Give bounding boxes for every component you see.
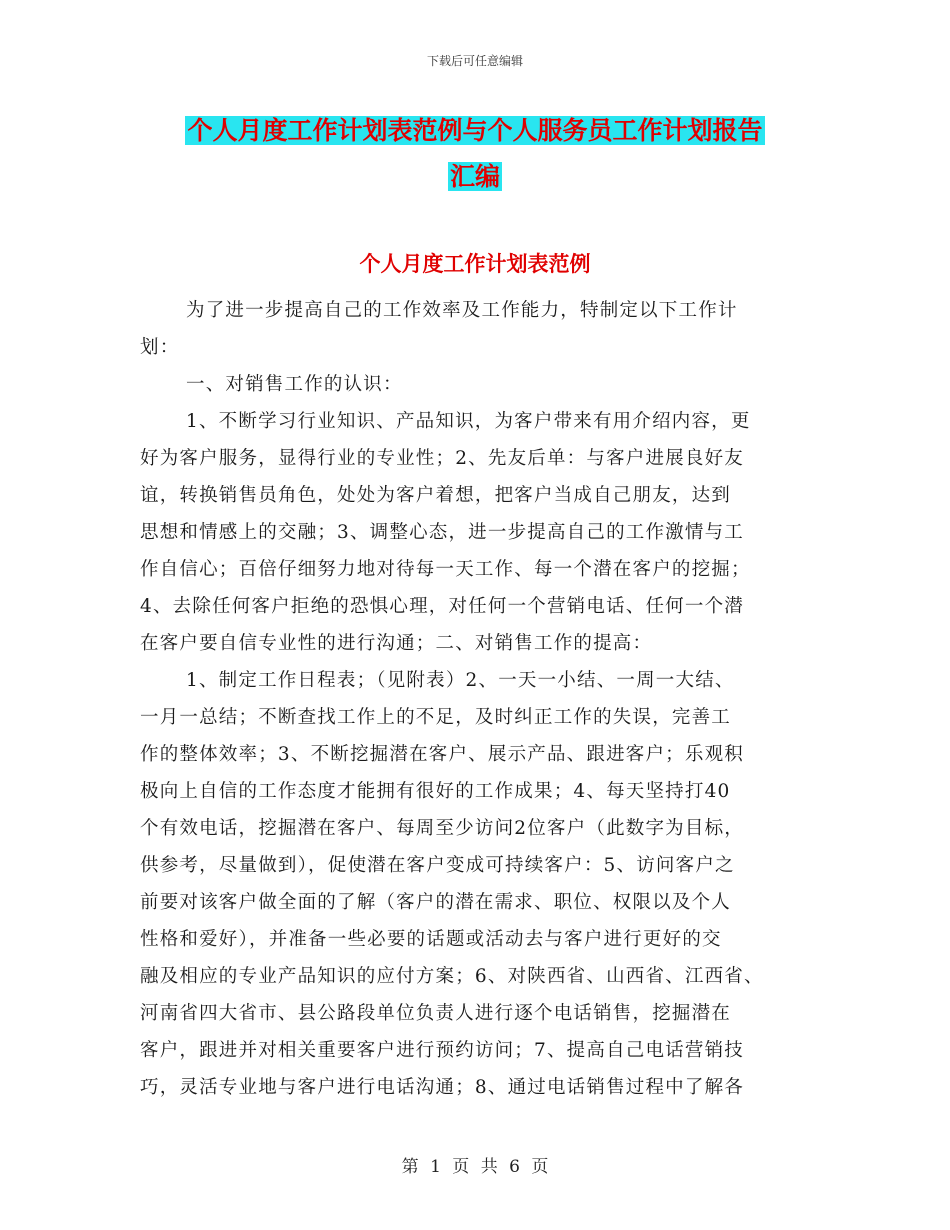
paragraph-line: 思想和情感上的交融；3、调整心态，进一步提高自己的工作激情与工 (140, 522, 744, 543)
document-body (140, 292, 810, 1106)
paragraph-line: 划： (140, 337, 180, 358)
title-line-2: 汇编 (449, 162, 500, 191)
paragraph-line: 为了进一步提高自己的工作效率及工作能力，特制定以下工作计 (186, 300, 738, 321)
section-title: 个人月度工作计划表范例 (359, 252, 591, 276)
paragraph-line: 极向上自信的工作态度才能拥有很好的工作成果；4、每天坚持打40 (140, 781, 731, 802)
paragraph-line: 性格和爱好），并准备一些必要的话题或活动去与客户进行更好的交 (140, 929, 722, 950)
paragraph-line: 4、去除任何客户拒绝的恐惧心理，对任何一个营销电话、任何一个潜 (140, 596, 744, 617)
page-footer: 第 1 页 共 6 页 (401, 1157, 549, 1177)
paragraph-line: 一、对销售工作的认识： (186, 374, 403, 395)
paragraph-line: 一月一总结；不断查找工作上的不足，及时纠正工作的失误，完善工 (140, 707, 732, 728)
paragraph-line: 1、制定工作日程表；（见附表）2、一天一小结、一周一大结、 (186, 670, 735, 691)
paragraph-line: 谊，转换销售员角色，处处为客户着想，把客户当成自己朋友，达到 (140, 485, 732, 506)
paragraph-line: 融及相应的专业产品知识的应付方案；6、对陕西省、山西省、江西省、 (140, 966, 764, 987)
header-note: 下载后可任意编辑 (426, 54, 523, 68)
paragraph-line: 1、不断学习行业知识、产品知识，为客户带来有用介绍内容，更 (186, 411, 751, 432)
title-line-1: 个人月度工作计划表范例与个人服务员工作计划报告 (187, 116, 763, 145)
paragraph-line: 供参考，尽量做到），促使潜在客户变成可持续客户：5、访问客户之 (140, 855, 735, 876)
paragraph-line: 巧，灵活专业地与客户进行电话沟通；8、通过电话销售过程中了解各 (140, 1077, 744, 1098)
paragraph-line: 客户，跟进并对相关重要客户进行预约访问；7、提高自己电话营销技 (140, 1040, 744, 1061)
paragraph-line: 个有效电话，挖掘潜在客户、每周至少访问2位客户（此数字为目标， (140, 818, 744, 839)
paragraph-line: 好为客户服务，显得行业的专业性；2、先友后单：与客户进展良好友 (140, 448, 744, 469)
paragraph-line: 作自信心；百倍仔细努力地对待每一天工作、每一个潜在客户的挖掘； (140, 559, 751, 580)
paragraph-line: 在客户要自信专业性的进行沟通；二、对销售工作的提高： (140, 633, 653, 654)
paragraph-line: 前要对该客户做全面的了解（客户的潜在需求、职位、权限以及个人 (140, 892, 732, 913)
paragraph-line: 作的整体效率；3、不断挖掘潜在客户、展示产品、跟进客户；乐观积 (140, 744, 744, 765)
document-title (140, 108, 810, 200)
paragraph-line: 河南省四大省市、县公路段单位负责人进行逐个电话销售，挖掘潜在 (140, 1003, 732, 1024)
